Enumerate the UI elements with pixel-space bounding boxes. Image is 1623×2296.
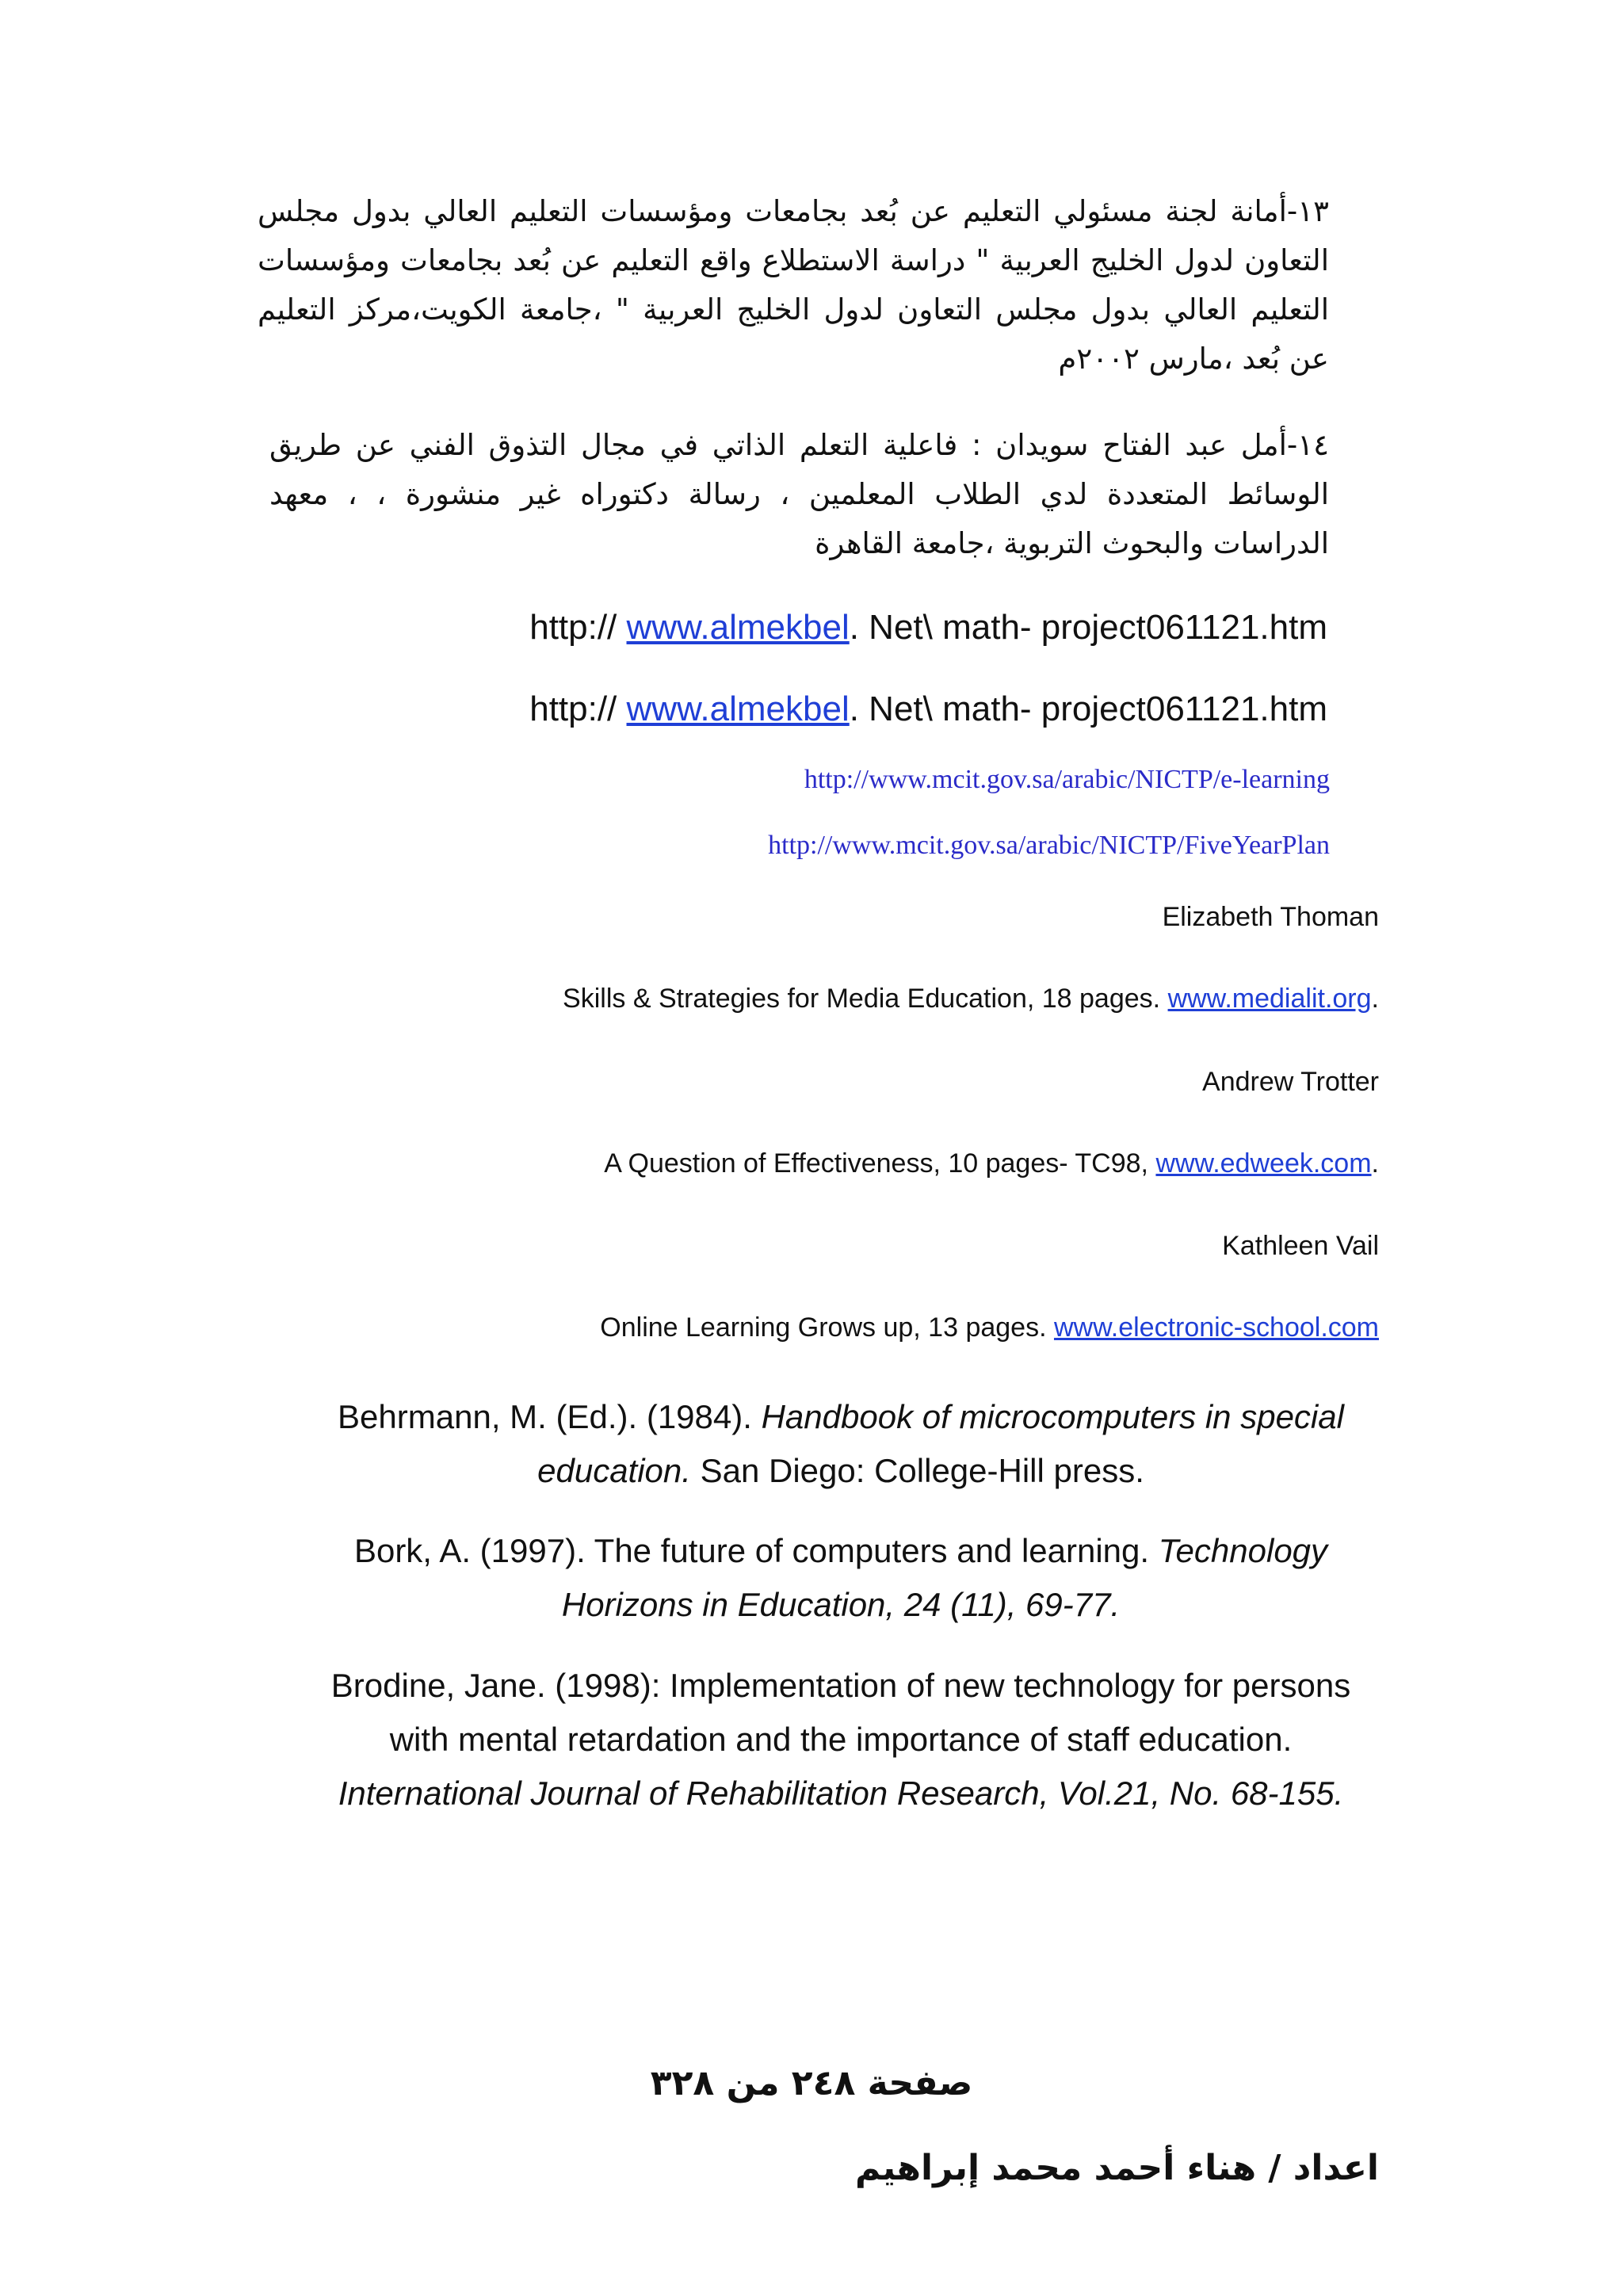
web-ref-title-text: Online Learning Grows up, 13 pages. — [600, 1312, 1054, 1343]
reference-14: ١٤-أمل عبد الفتاح سويدان : فاعلية التعلم الذاتي في مجال التذوق الفني عن طريق الوسائط المتعددة لدي الطلاب المعلمين ، رسالة دكتوراه غير منشورة ، ، معهد الدراسات والبحوث التربوية ،جامعة القاهرة — [269, 428, 1329, 560]
web-ref-link[interactable]: www.medialit.org — [1167, 984, 1372, 1014]
url-link[interactable]: www.almekbel — [626, 690, 850, 728]
url-suffix: . Net\ math- project061121.htm — [849, 690, 1327, 728]
url-prefix: http:// — [529, 690, 627, 728]
book-reference-bork — [302, 1524, 1380, 1632]
ref-plain: Brodine, Jane. (1998): Implementation of new technology for persons with mental retardation and the importance of staff education. — [330, 1667, 1351, 1758]
web-ref-author: Elizabeth Thoman — [1162, 902, 1379, 932]
web-ref-title — [604, 1146, 1379, 1181]
book-reference-brodine — [302, 1659, 1380, 1820]
ref-italic: International Journal of Rehabilitation Research, Vol.21, No. 68-155. — [338, 1775, 1344, 1812]
url-reference — [529, 604, 1327, 651]
url-suffix: . Net\ math- project061121.htm — [849, 608, 1327, 647]
web-ref-trail: . — [1371, 1148, 1379, 1179]
mcit-link-fiveyearplan[interactable]: http://www.mcit.gov.sa/arabic/NICTP/FiveYearPlan — [768, 831, 1330, 860]
url-reference — [529, 686, 1327, 733]
web-ref-author: Kathleen Vail — [1222, 1231, 1379, 1261]
ref-plain: Behrmann, M. (Ed.). (1984). — [338, 1398, 762, 1435]
url-link[interactable]: www.almekbel — [626, 608, 850, 647]
web-ref-author: Andrew Trotter — [1202, 1067, 1379, 1097]
web-ref-link[interactable]: www.edweek.com — [1155, 1148, 1372, 1179]
web-ref-link[interactable]: www.electronic-school.com — [1053, 1312, 1379, 1343]
prepared-by: اعداد / هناء أحمد محمد إبراهيم — [855, 2148, 1379, 2188]
mcit-link-elearning[interactable]: http://www.mcit.gov.sa/arabic/NICTP/e-learning — [804, 765, 1330, 794]
book-reference-behrmann — [302, 1390, 1380, 1498]
web-ref-title-text: A Question of Effectiveness, 10 pages- TC98, — [604, 1148, 1156, 1179]
web-ref-title — [600, 1310, 1379, 1345]
ref-italic: Handbook of microcomputers in special education. — [537, 1398, 1344, 1489]
ref-italic: Technology Horizons in Education, 24 (11), 69-77. — [561, 1532, 1328, 1623]
reference-13: ١٣-أمانة لجنة مسئولي التعليم عن بُعد بجامعات ومؤسسات التعليم العالي بدول مجلس التعاون لدول الخليج العربية " دراسة الاستطلاع واقع التعليم عن بُعد بجامعات ومؤسسات التعليم العالي بدول مجلس التعاون لدول الخليج العربية " ،جامعة الكويت،مركز التعليم عن بُعد ،مارس ٢٠٠٢م — [258, 194, 1329, 376]
ref-plain: Bork, A. (1997). The future of computers and learning. — [353, 1532, 1159, 1569]
web-ref-trail: . — [1371, 984, 1379, 1014]
web-ref-title — [563, 981, 1379, 1016]
page-number: صفحة ٢٤٨ من ٣٢٨ — [650, 2063, 973, 2103]
ref-after: San Diego: College-Hill press. — [690, 1452, 1144, 1489]
web-ref-title-text: Skills & Strategies for Media Education, 18 pages. — [563, 984, 1168, 1014]
url-prefix: http:// — [529, 608, 627, 647]
